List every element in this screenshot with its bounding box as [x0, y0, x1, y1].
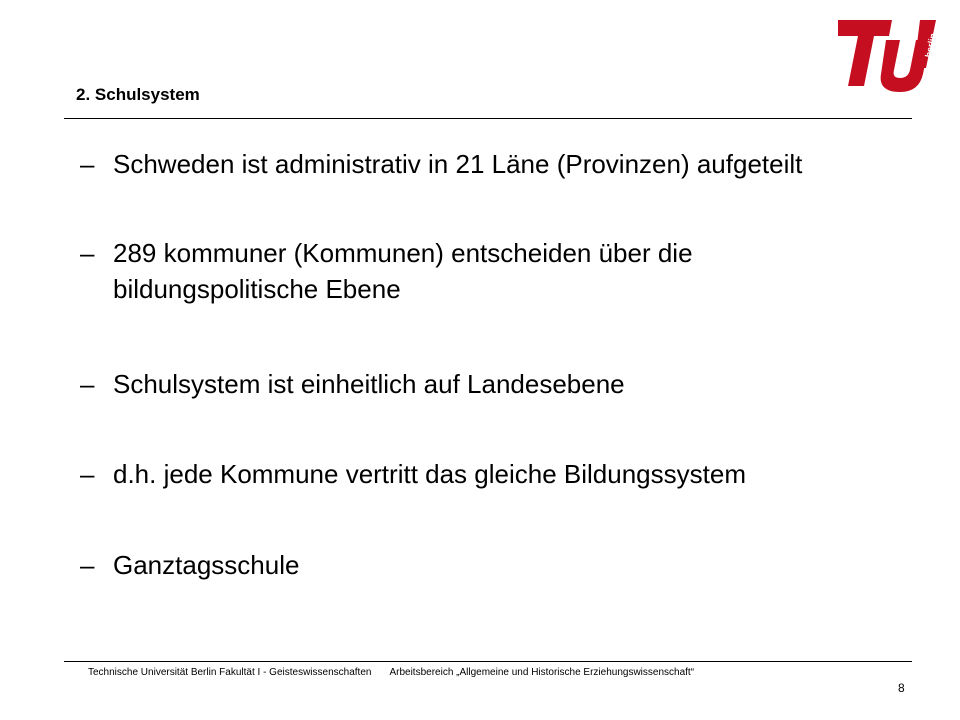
footer-faculty: Technische Universität Berlin Fakultät I - Geisteswissenschaften	[88, 667, 372, 678]
bullet-text: Schulsystem ist einheitlich auf Landesebene	[113, 369, 625, 399]
bullet-dash: –	[80, 369, 95, 399]
footer-text	[88, 666, 694, 680]
header-divider	[64, 118, 912, 119]
bullet-text: Schweden ist administrativ in 21 Läne (Provinzen) aufgeteilt	[113, 149, 803, 179]
list-item	[80, 146, 900, 182]
list-item	[80, 366, 900, 402]
logo-berlin-label: berlin	[923, 32, 938, 59]
list-item	[80, 235, 900, 307]
bullet-dash: –	[80, 238, 95, 268]
list-item	[80, 456, 900, 492]
bullet-text: 289 kommuner (Kommunen) entscheiden über die bildungspolitische Ebene	[113, 238, 693, 304]
bullet-dash: –	[80, 149, 95, 179]
section-title: 2. Schulsystem	[76, 85, 200, 104]
tu-berlin-logo-icon	[834, 16, 938, 96]
list-item	[80, 547, 900, 583]
footer-divider	[64, 661, 912, 662]
bullet-text: Ganztagsschule	[113, 550, 300, 580]
page-number: 8	[898, 681, 905, 695]
footer-department: Arbeitsbereich „Allgemeine und Historische Erziehungswissenschaft“	[389, 667, 695, 678]
tu-berlin-logo	[834, 16, 938, 96]
bullet-text: d.h. jede Kommune vertritt das gleiche Bildungssystem	[113, 459, 746, 489]
bullet-dash: –	[80, 550, 95, 580]
bullet-dash: –	[80, 459, 95, 489]
